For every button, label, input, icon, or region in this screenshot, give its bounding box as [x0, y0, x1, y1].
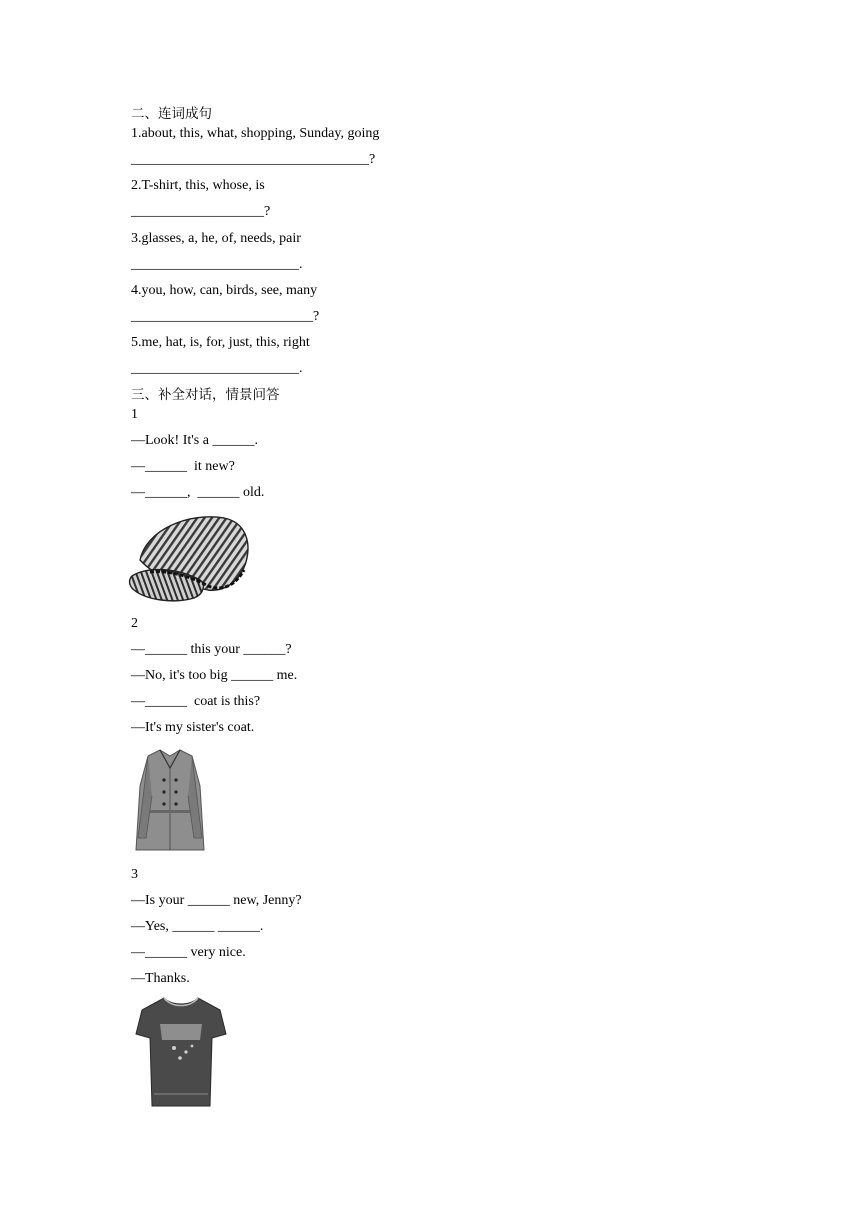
dialog-3-line-2: —Yes, ______ ______.: [131, 919, 264, 934]
dialog-2-line-4: —It's my sister's coat.: [131, 720, 255, 735]
question-1-prompt: 1.about, this, what, shopping, Sunday, going: [131, 126, 380, 141]
t-shirt-image: [134, 994, 228, 1110]
dialog-2-line-1: —______ this your ______?: [131, 642, 292, 657]
section3-heading: 三、补全对话，情景问答: [131, 387, 280, 403]
dialog-3-line-1: —Is your ______ new, Jenny?: [131, 893, 302, 908]
dialog-3-line-3: —______ very nice.: [131, 945, 246, 960]
section2-heading: 二、连词成句: [131, 106, 212, 122]
dialog-2-line-2: —No, it's too big ______ me.: [131, 668, 298, 683]
question-5-prompt: 5.me, hat, is, for, just, this, right: [131, 335, 310, 350]
question-3-prompt: 3.glasses, a, he, of, needs, pair: [131, 231, 301, 246]
striped-cap-image: [128, 510, 254, 606]
dialog-1-line-2: —______ it new?: [131, 459, 235, 474]
dialog-1-number: 1: [131, 407, 138, 422]
question-5-answer-line: ________________________.: [131, 361, 303, 376]
dialog-3-number: 3: [131, 867, 138, 882]
question-2-answer-line: ___________________?: [131, 204, 271, 219]
dialog-1-line-3: —______, ______ old.: [131, 485, 265, 500]
dialog-3-line-4: —Thanks.: [131, 971, 190, 986]
question-4-prompt: 4.you, how, can, birds, see, many: [131, 283, 318, 298]
coat-image: [134, 746, 206, 854]
dialog-2-number: 2: [131, 616, 138, 631]
question-2-prompt: 2.T-shirt, this, whose, is: [131, 178, 265, 193]
dialog-1-line-1: —Look! It's a ______.: [131, 433, 258, 448]
dialog-2-line-3: —______ coat is this?: [131, 694, 261, 709]
question-3-answer-line: ________________________.: [131, 257, 303, 272]
question-4-answer-line: __________________________?: [131, 309, 320, 324]
question-1-answer-line: __________________________________?: [131, 152, 376, 167]
